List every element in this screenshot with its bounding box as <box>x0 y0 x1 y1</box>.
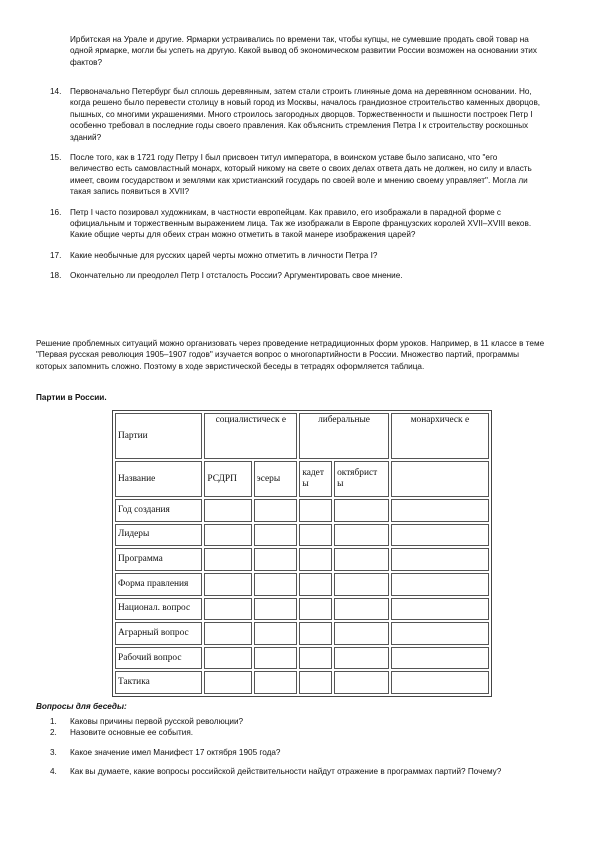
table-cell <box>254 499 298 522</box>
table-cell <box>391 647 489 670</box>
question-text: Какие необычные для русских царей черты можно отметить в личности Петра I? <box>70 250 378 260</box>
table-row <box>115 499 489 522</box>
discussion-number: 3. <box>50 747 57 757</box>
table-row <box>115 598 489 621</box>
table-corner-cell: Партии <box>115 413 202 459</box>
table-header-row <box>115 413 489 459</box>
row-label: Год создания <box>115 499 202 522</box>
table-cell <box>204 499 251 522</box>
row-label: Национал. вопрос <box>115 598 202 621</box>
party-name-cell: октябрист ы <box>334 461 389 497</box>
discussion-list <box>36 716 541 778</box>
discussion-text: Как вы думаете, какие вопросы российской действительности найдут отражение в программах партий? Почему? <box>70 767 502 777</box>
table-row <box>115 647 489 670</box>
question-text: Первоначально Петербург был сплошь деревянным, затем стали строить глиняные дома на деревянном основании. Но, когда решено было перевести столицу в новый город из Москвы, началось грандиозное строительство каменных дворцов, пышных, со многими украшениями. Много строилось загородных дворцов. Торжественности и пышности построек Петр I особенно требовал в последние годы своего правления. Как объяснить стремления Петра I к строительству роскошных зданий? <box>70 87 541 142</box>
table-cell <box>334 524 389 547</box>
question-number: 15. <box>50 153 62 163</box>
table-cell <box>391 499 489 522</box>
table-cell <box>254 573 298 596</box>
table-cell <box>254 671 298 694</box>
row-label: Название <box>115 461 202 497</box>
table-row <box>115 622 489 645</box>
discussion-text: Назовите основные ее события. <box>70 728 194 738</box>
table-row <box>115 573 489 596</box>
table-cell <box>299 548 332 571</box>
question-item <box>36 152 541 198</box>
row-label: Тактика <box>115 671 202 694</box>
table-cell <box>299 499 332 522</box>
table-cell <box>204 573 251 596</box>
question-text: После того, как в 1721 году Петру I был присвоен титул императора, в воинском уставе было записано, что "его величество есть самовластный монарх, который никому на свете о своих делах ответа дать не должен, но силу и власть имеет, своим государством и землями как христианский государь по своей воле и мнению своему управляет". Могла ли такая запись появиться в XVII? <box>70 153 532 197</box>
question-list <box>36 86 541 291</box>
row-label: Форма правления <box>115 573 202 596</box>
table-cell <box>391 548 489 571</box>
table-cell <box>254 524 298 547</box>
table-cell <box>391 622 489 645</box>
table-cell <box>204 647 251 670</box>
group-header-socialist: социалистическ е <box>204 413 297 459</box>
table-cell <box>254 548 298 571</box>
table-row <box>115 524 489 547</box>
question-item <box>36 270 541 281</box>
table-cell <box>334 647 389 670</box>
discussion-number: 2. <box>50 728 57 738</box>
table-cell <box>299 524 332 547</box>
party-name-cell <box>391 461 489 497</box>
party-name-cell: эсеры <box>254 461 298 497</box>
table-cell <box>204 524 251 547</box>
table-cell <box>334 598 389 621</box>
discussion-item <box>36 716 541 727</box>
table-cell <box>204 598 251 621</box>
discussion-text: Каковы причины первой русской революции? <box>70 717 244 726</box>
table-cell <box>299 647 332 670</box>
question-item <box>36 250 541 261</box>
row-label: Программа <box>115 548 202 571</box>
table-name-row <box>115 461 489 497</box>
table-cell <box>299 573 332 596</box>
table-cell <box>391 598 489 621</box>
table-cell <box>299 622 332 645</box>
table-cell <box>334 671 389 694</box>
table-cell <box>254 598 298 621</box>
intro-text: Ирбитская на Урале и другие. Ярмарки устраивались по времени так, чтобы купцы, не сумевшие продать свой товар на одной ярмарке, могли бы успеть на другую. Какой вывод об экономическом развитии России возможен на основании этих фактов? <box>70 35 537 67</box>
party-name-cell: РСДРП <box>204 461 251 497</box>
table-cell <box>334 573 389 596</box>
question-number: 17. <box>50 250 62 260</box>
discussion-item <box>36 747 541 758</box>
table-cell <box>334 548 389 571</box>
discussion-number: 4. <box>50 767 57 777</box>
row-label: Аграрный вопрос <box>115 622 202 645</box>
group-header-monarchist: монархическ е <box>391 413 489 459</box>
table-cell <box>391 671 489 694</box>
table-cell <box>299 598 332 621</box>
question-number: 14. <box>50 87 62 96</box>
row-label: Рабочий вопрос <box>115 647 202 670</box>
table-cell <box>204 548 251 571</box>
discussion-text: Какое значение имел Манифест 17 октября 1905 года? <box>70 747 281 757</box>
table-cell <box>204 622 251 645</box>
question-text: Окончательно ли преодолел Петр I отсталость России? Аргументировать свое мнение. <box>70 271 403 281</box>
party-name-cell: кадет ы <box>299 461 332 497</box>
question-number: 18. <box>50 271 62 281</box>
question-text: Петр I часто позировал художникам, в частности европейцам. Как правило, его изображали в парадной форме с официальным и торжественным выражением лица. Так же изображали в Европе французских королей XVII–XVIII веков. Какие общие черты для обеих стран можно отметить в такой манере изображения царей? <box>70 207 532 240</box>
table-cell <box>334 499 389 522</box>
table-title: Партии в России. <box>36 393 107 402</box>
table-cell <box>391 524 489 547</box>
table-row <box>115 671 489 694</box>
discussion-number: 1. <box>50 717 57 726</box>
group-header-liberal: либеральные <box>299 413 388 459</box>
discussion-title: Вопросы для беседы: <box>36 702 127 711</box>
table-cell <box>204 671 251 694</box>
body-paragraph: Решение проблемных ситуаций можно организовать через проведение нетрадиционных форм уроков. Например, в 11 классе в теме "Первая русская революция 1905–1907 годов" изучается вопрос о многопартийности в России. Множество партий, программы которых запомнить сложно. Поэтому в ходе эвристической беседы в тетрадях оформляется таблица. <box>36 339 545 371</box>
question-number: 16. <box>50 207 62 217</box>
discussion-item <box>36 766 541 777</box>
parties-table <box>112 410 492 697</box>
table-cell <box>334 622 389 645</box>
table-row <box>115 548 489 571</box>
question-item <box>36 86 541 143</box>
table-cell <box>299 671 332 694</box>
discussion-item <box>36 727 541 738</box>
question-item <box>36 207 541 241</box>
row-label: Лидеры <box>115 524 202 547</box>
table-cell <box>254 647 298 670</box>
table-cell <box>391 573 489 596</box>
table-cell <box>254 622 298 645</box>
